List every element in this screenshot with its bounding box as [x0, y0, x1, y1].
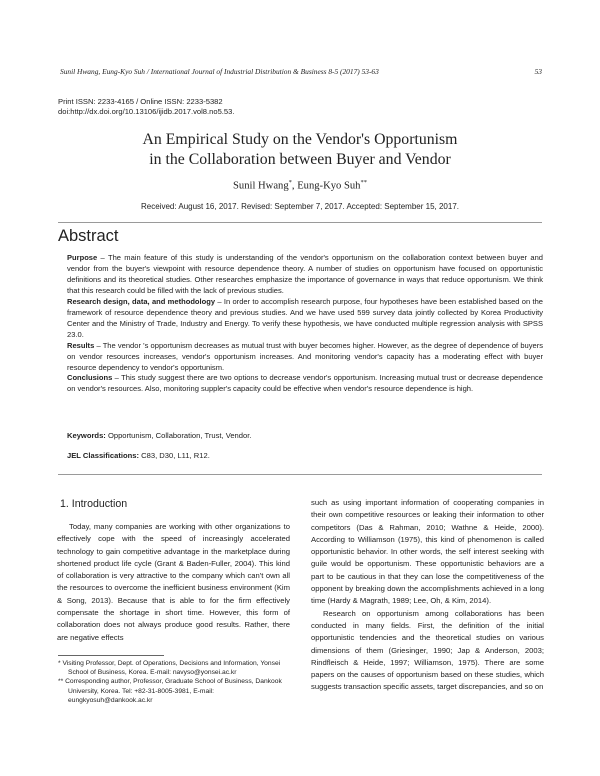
running-head	[60, 67, 542, 76]
footnote-rule	[58, 655, 164, 656]
intro-paragraph-2: such as using important information of cooperating companies in their own competitive resources or leaking their information to other competitors (Das & Rahman, 2010; Wathne & Heide, 2000). According to Williamson (1975), this kind of phenomenon is called opportunistic behavior. In other words, the self interest seeking with guile would be opportunism. These opportunistic behaviors are a part to be cautious in that they can lose the competitiveness of the opponent by breaking down the accomplishments achieved in a long time (Hardy & Magrath, 1989; Lee, Oh, & Kim, 2014).	[311, 498, 544, 606]
author-1-mark: *	[288, 179, 292, 186]
results-text: – The vendor 's opportunism decreases as mutual trust with buyer becomes higher. However, as the degree of dependence of buyers on vendor resources increases, vendor's opportunism increases. And monitoring vendor's capacity has a moderating effect with buyer resource dependency to vendor's opportunism.	[67, 340, 543, 372]
keywords-label: Keywords:	[67, 431, 106, 440]
intro-paragraph-1: Today, many companies are working with other organizations to effectively cope with the speed of increasingly accelerated technology to gain competitive advantage in the marketplace during shortened product life cycle (Grant & Baden-Fuller, 2004). This kind of collaboration is very attractive to the company which can't own all the resources to overcome the inefficient business environment (Kim & Song, 2013). Because that is able to for the firm effectively compensate the shortage in short time. However, this form of collaboration does not always produce good results. Rather, there are negative effects	[57, 522, 290, 642]
title-line-2: in the Collaboration between Buyer and Vendor	[149, 151, 451, 168]
footnote-2: ** Corresponding author, Professor, Graduate School of Business, Dankook University, Korea. Tel: +82-31-8005-3981, E-mail: eungkyosuh@dankook.ac.kr	[58, 678, 282, 704]
author-1: Sunil Hwang	[233, 180, 289, 192]
purpose-text: – The main feature of this study is understanding of the vendor's opportunism on the collaboration context between buyer and vendor from the buyer's viewpoint with resource dependence theory. A number of studies on opportunism have focused on opportunistic definitions and its theoretical studies. Other researches emphasize the importance of governance in ways that reduce opportunism. We think that this research could be filled with the lack of previous studies.	[67, 253, 543, 295]
page-number: 53	[534, 67, 542, 76]
section-heading-introduction: 1. Introduction	[60, 498, 128, 510]
top-divider	[58, 222, 542, 223]
bottom-divider	[58, 474, 542, 475]
jel-label: JEL Classifications:	[67, 451, 140, 460]
left-column	[57, 521, 290, 644]
abstract-purpose	[67, 253, 543, 297]
right-column	[311, 497, 544, 694]
paper-title	[0, 130, 600, 170]
title-line-1: An Empirical Study on the Vendor's Opportunism	[142, 131, 458, 148]
jel-classifications	[67, 451, 210, 460]
author-separator: ,	[291, 180, 298, 192]
keywords	[67, 431, 251, 440]
conclusions-label: Conclusions	[67, 373, 113, 383]
design-text: – In order to accomplish research purpose, four hypotheses have been established based on the framework of resource dependence theory and previous studies. And we have used 599 survey data jointly collected by Korea Productivity Center and the Ministry of Trade, Industry and Energy. To verify these hypothesis, we have conducted multiple regression analysis with SPSS 23.0.	[67, 296, 543, 339]
footnote-1: * Visiting Professor, Dept. of Operations, Decisions and Information, Yonsei School of Business, Korea. E-mail: navyso@yonsei.ac.kr	[58, 660, 281, 677]
abstract-body	[67, 253, 543, 395]
keywords-text: Opportunism, Collaboration, Trust, Vendor.	[105, 431, 252, 440]
results-label: Results	[67, 340, 95, 350]
intro-paragraph-3: Research on opportunism among collaborations has been conducted in many fields. First, the definition of the initial opportunistic tendencies and the theoretical studies on various dimensions of them (Griesinger, 1990; Jap & Anderson, 2003; Rindfleisch & Heide, 1997; Williamson, 1975). There are some papers on the causes of opportunism based on these studies, which suggests transaction specific assets, target discrepancies, and so on	[311, 608, 544, 692]
footnotes	[58, 659, 290, 705]
purpose-label: Purpose	[67, 253, 98, 262]
abstract-heading: Abstract	[58, 227, 119, 245]
author-line	[0, 179, 600, 192]
conclusions-text: – This study suggest there are two options to decrease vendor's opportunism. Increasing mutual trust or decrease dependence on vendor's resources. Also, monitoring suppler's capacity could be effective when vendor's resource dependence is high.	[67, 373, 543, 394]
author-2-mark: **	[360, 179, 367, 186]
issn-block	[58, 97, 234, 117]
abstract-conclusions	[67, 373, 543, 395]
received-dates: Received: August 16, 2017. Revised: September 7, 2017. Accepted: September 15, 2017.	[141, 202, 459, 211]
abstract-design	[67, 297, 543, 341]
jel-text: C83, D30, L11, R12.	[139, 451, 210, 460]
doi-line: doi:http://dx.doi.org/10.13106/ijidb.2017.vol8.no5.53.	[58, 107, 235, 116]
running-head-text: Sunil Hwang, Eung-Kyo Suh / International Journal of Industrial Distribution & Business 8-5 (2017) 53-63	[60, 67, 379, 76]
design-label: Research design, data, and methodology	[67, 296, 216, 306]
author-2: Eung-Kyo Suh	[297, 180, 361, 192]
issn-line: Print ISSN: 2233-4165 / Online ISSN: 2233-5382	[58, 97, 223, 106]
abstract-results	[67, 341, 543, 374]
